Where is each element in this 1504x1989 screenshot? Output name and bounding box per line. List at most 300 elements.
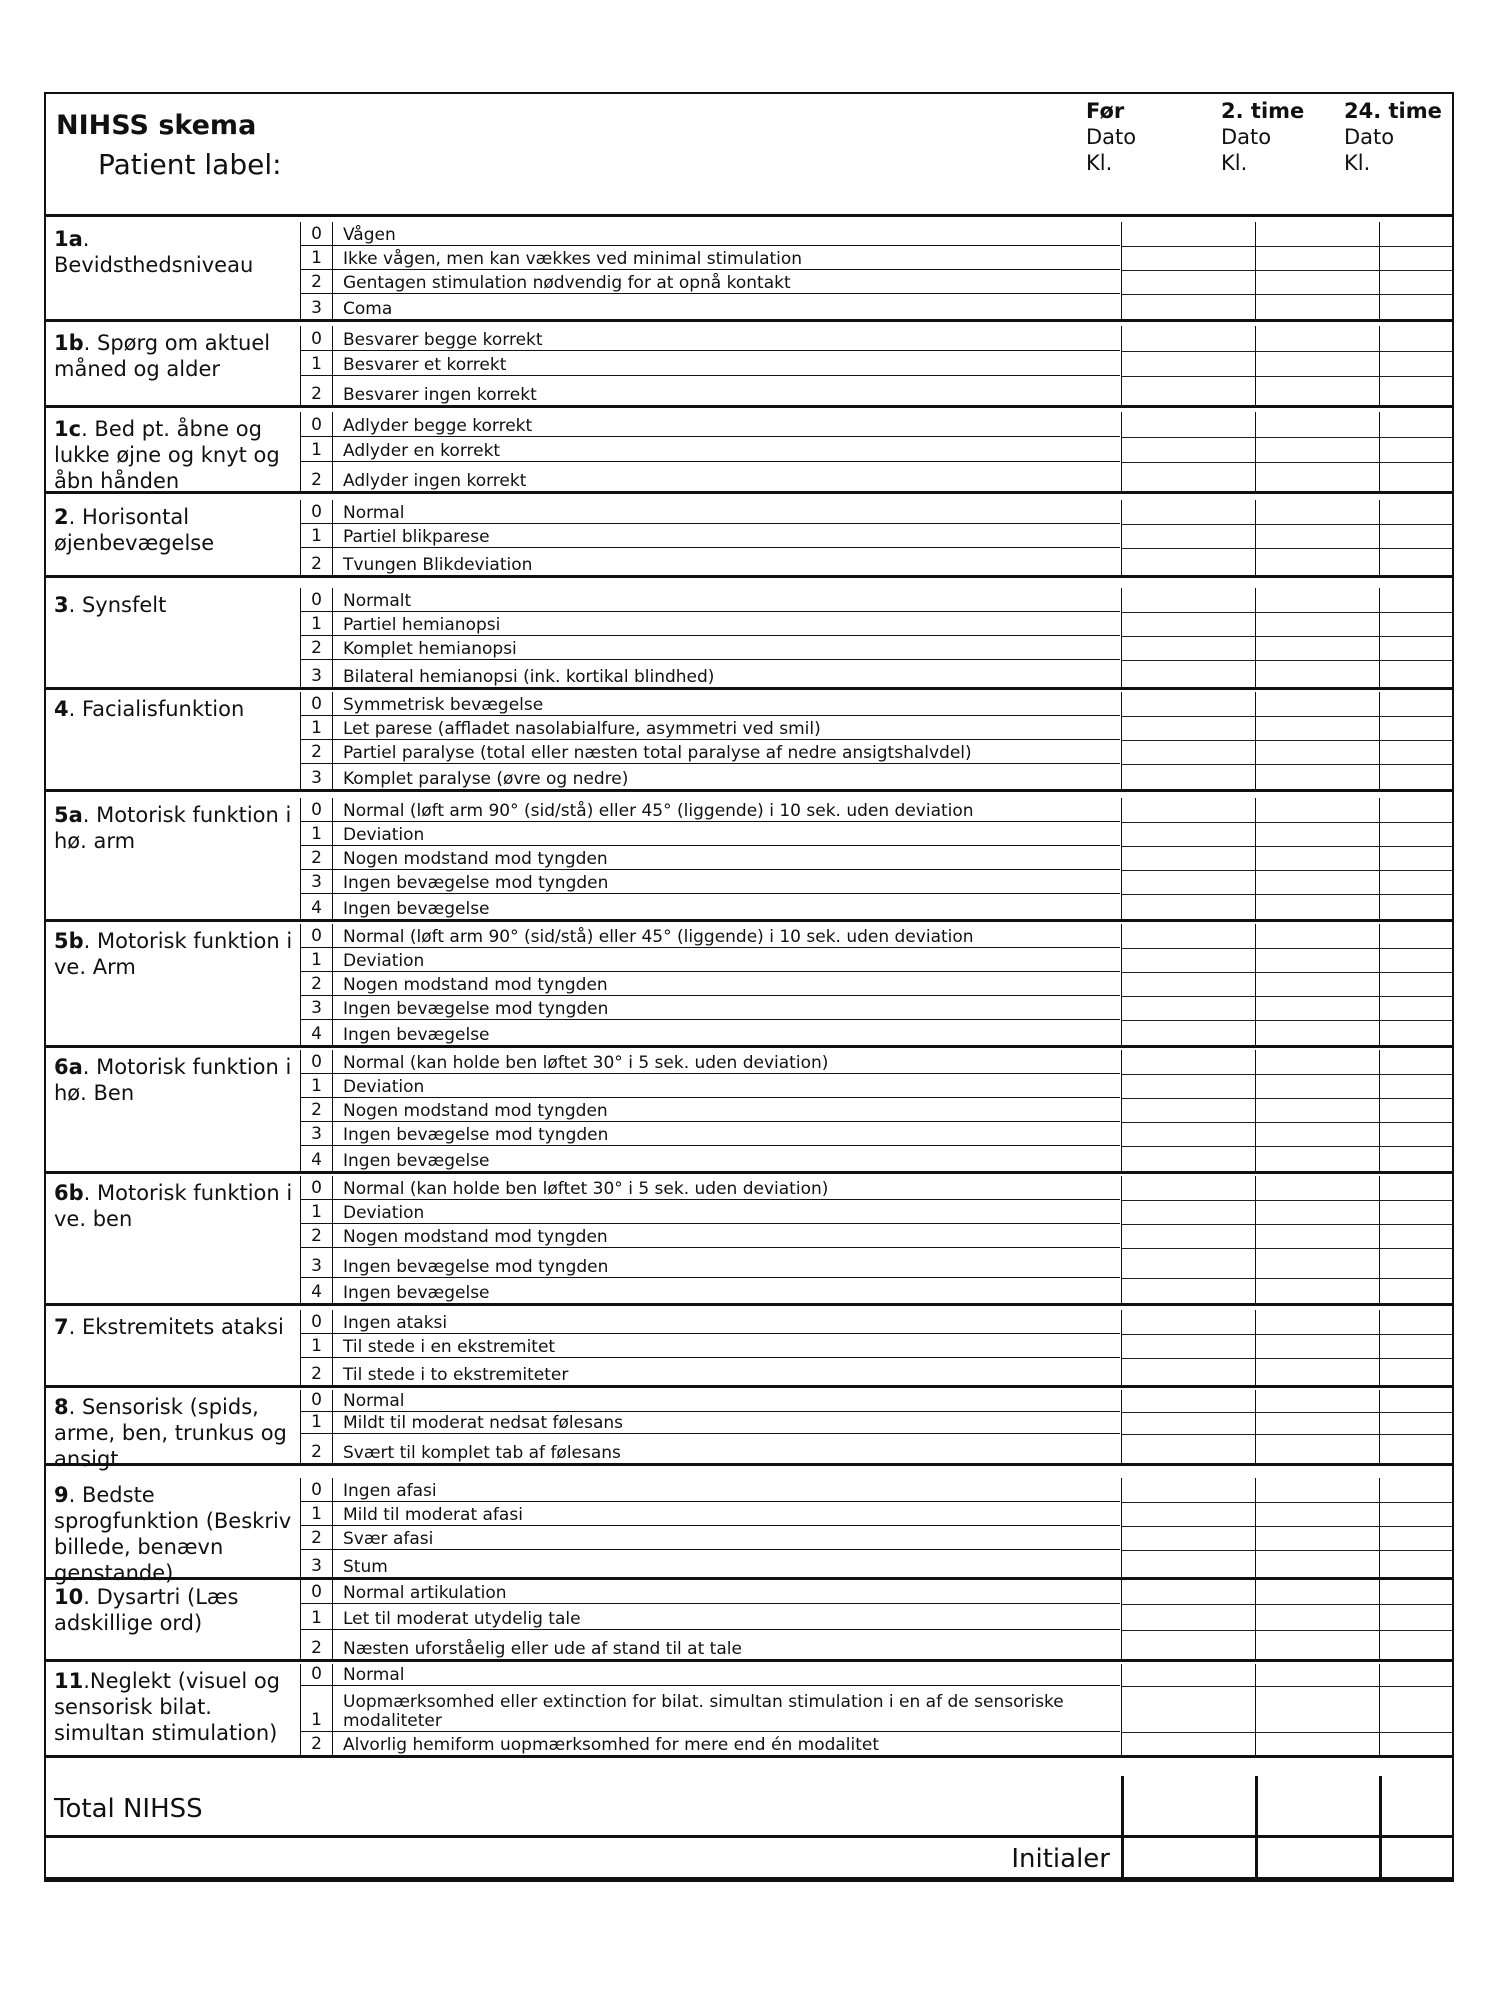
option-text: Nogen modstand mod tyngden — [343, 975, 608, 995]
patient-label: Patient label: — [98, 148, 282, 181]
nihss-form — [44, 92, 1454, 1882]
cell-divider — [1256, 437, 1379, 438]
option-row — [301, 1664, 1120, 1686]
item-label-text: . Motorisk funktion i ve. ben — [54, 1181, 293, 1231]
option-text: Besvarer ingen korrekt — [343, 385, 537, 405]
score-entry-cell[interactable] — [1255, 1664, 1379, 1755]
cell-divider — [1122, 524, 1255, 525]
cell-divider — [1122, 548, 1255, 549]
item-number: 6a — [54, 1055, 83, 1079]
cell-divider — [1380, 1434, 1452, 1435]
item-row — [46, 222, 1452, 322]
score-entry-cell[interactable] — [1121, 1176, 1255, 1303]
item-label-text: . Facialisfunktion — [68, 697, 245, 721]
score-entry-cell[interactable] — [1379, 1478, 1452, 1577]
cell-divider — [1122, 1224, 1255, 1225]
cell-divider — [1256, 740, 1379, 741]
item-label — [54, 226, 294, 278]
score-entry-cell[interactable] — [1379, 412, 1452, 491]
cell-divider — [1122, 462, 1255, 463]
cell-divider — [1122, 246, 1255, 247]
option-row — [301, 500, 1120, 524]
option-text: Normal (løft arm 90° (sid/stå) eller 45° (liggende) i 10 sek. uden deviation — [343, 801, 974, 821]
option-row — [301, 1630, 1120, 1659]
option-score: 0 — [301, 588, 333, 611]
option-text: Ikke vågen, men kan vækkes ved minimal stimulation — [343, 249, 803, 269]
item-label — [54, 1394, 294, 1472]
cell-divider — [1256, 1334, 1379, 1335]
option-text: Til stede i en ekstremitet — [343, 1337, 556, 1357]
option-text: Alvorlig hemiform uopmærksomhed for mere end én modalitet — [343, 1735, 880, 1755]
item-row — [46, 692, 1452, 792]
column-time-label: Kl. — [1086, 151, 1113, 175]
score-entry-cell[interactable] — [1121, 222, 1255, 319]
option-text: Deviation — [343, 1077, 425, 1097]
item-number: 9 — [54, 1483, 69, 1507]
item-row — [46, 1390, 1452, 1471]
option-text: Partiel blikparese — [343, 527, 490, 547]
score-entry-cell[interactable] — [1121, 1310, 1255, 1385]
item-number: 3 — [54, 593, 69, 617]
option-text: Normal — [343, 1665, 405, 1685]
score-entry-cell[interactable] — [1379, 588, 1452, 687]
total-nihss-cell[interactable] — [1255, 1776, 1379, 1835]
option-text: Svært til komplet tab af følesans — [343, 1443, 621, 1463]
score-entry-cell[interactable] — [1255, 692, 1379, 789]
option-row — [301, 1580, 1120, 1604]
option-text: Normalt — [343, 591, 412, 611]
option-text: Normal (løft arm 90° (sid/stå) eller 45° (liggende) i 10 sek. uden deviation — [343, 927, 974, 947]
item-label — [54, 592, 294, 618]
score-entry-cell[interactable] — [1121, 1390, 1255, 1463]
item-number: 4 — [54, 697, 69, 721]
cell-divider — [1122, 1248, 1255, 1249]
option-text: Besvarer et korrekt — [343, 355, 507, 375]
option-row — [301, 716, 1120, 740]
item-label-text: . Sensorisk (spids, arme, ben, trunkus og ansigt — [54, 1395, 287, 1471]
option-score: 2 — [301, 1224, 333, 1247]
score-entry-cell[interactable] — [1121, 1664, 1255, 1755]
option-score: 2 — [301, 972, 333, 995]
option-list — [300, 798, 1120, 919]
option-score: 1 — [301, 1200, 333, 1223]
cell-divider — [1256, 1630, 1379, 1631]
cell-divider — [1380, 462, 1452, 463]
item-label — [54, 1054, 294, 1106]
cell-divider — [1380, 740, 1452, 741]
option-list — [300, 500, 1120, 575]
option-row — [301, 1098, 1120, 1122]
option-row — [301, 588, 1120, 612]
option-row — [301, 764, 1120, 789]
option-score: 0 — [301, 1580, 333, 1603]
cell-divider — [1256, 1686, 1379, 1687]
cell-divider — [1380, 1604, 1452, 1605]
cell-divider — [1122, 1502, 1255, 1503]
cell-divider — [1256, 294, 1379, 295]
cell-divider — [1380, 1412, 1452, 1413]
option-row — [301, 924, 1120, 948]
cell-divider — [1122, 1550, 1255, 1551]
option-row — [301, 548, 1120, 575]
cell-divider — [1380, 1122, 1452, 1123]
score-entry-cell[interactable] — [1379, 1390, 1452, 1463]
item-label-text: .Neglekt (visuel og sensorisk bilat. simultan stimulation) — [54, 1669, 281, 1745]
cell-divider — [1380, 437, 1452, 438]
cell-divider — [1380, 1686, 1452, 1687]
score-entry-cell[interactable] — [1379, 222, 1452, 319]
score-entry-cell[interactable] — [1121, 326, 1255, 405]
cell-divider — [1122, 1434, 1255, 1435]
item-row — [46, 924, 1452, 1048]
item-row — [46, 1664, 1452, 1758]
score-entry-cell[interactable] — [1379, 1310, 1452, 1385]
option-score: 1 — [301, 1502, 333, 1525]
option-row — [301, 1224, 1120, 1248]
cell-divider — [1122, 1122, 1255, 1123]
item-label-text: . Horisontal øjenbevægelse — [54, 505, 215, 555]
option-score: 0 — [301, 1176, 333, 1199]
score-entry-cell[interactable] — [1379, 1664, 1452, 1755]
option-list — [300, 692, 1120, 789]
score-entry-cell[interactable] — [1255, 1310, 1379, 1385]
option-score: 1 — [301, 948, 333, 971]
cell-divider — [1256, 270, 1379, 271]
total-nihss-cell[interactable] — [1121, 1776, 1255, 1835]
score-entry-cell[interactable] — [1121, 1478, 1255, 1577]
cell-divider — [1256, 1526, 1379, 1527]
item-label — [54, 1314, 294, 1340]
cell-divider — [1256, 376, 1379, 377]
option-text: Partiel paralyse (total eller næsten total paralyse af nedre ansigtshalvdel) — [343, 743, 972, 763]
option-text: Normal — [343, 503, 405, 523]
cell-divider — [1380, 612, 1452, 613]
item-number: 5b — [54, 929, 84, 953]
option-score: 2 — [301, 376, 333, 405]
option-text: Normal artikulation — [343, 1583, 507, 1603]
option-score: 0 — [301, 500, 333, 523]
initials-cell[interactable] — [1121, 1838, 1255, 1877]
cell-divider — [1122, 612, 1255, 613]
item-label — [54, 696, 294, 722]
option-text: Adlyder ingen korrekt — [343, 471, 527, 491]
score-entry-cell[interactable] — [1255, 1478, 1379, 1577]
score-entry-cell[interactable] — [1255, 222, 1379, 319]
initials-cell[interactable] — [1379, 1838, 1452, 1877]
option-list — [300, 412, 1120, 491]
option-list — [300, 326, 1120, 405]
cell-divider — [1256, 716, 1379, 717]
option-row — [301, 351, 1120, 376]
cell-divider — [1122, 351, 1255, 352]
option-text: Ingen bevægelse — [343, 1283, 490, 1303]
option-score: 0 — [301, 326, 333, 350]
option-row — [301, 1412, 1120, 1434]
option-row — [301, 1334, 1120, 1358]
option-score: 4 — [301, 1020, 333, 1045]
cell-divider — [1122, 716, 1255, 717]
item-label — [54, 1180, 294, 1232]
score-entry-cell[interactable] — [1379, 326, 1452, 405]
score-entry-cell[interactable] — [1379, 798, 1452, 919]
option-text: Deviation — [343, 1203, 425, 1223]
option-text: Mild til moderat afasi — [343, 1505, 523, 1525]
option-text: Ingen bevægelse mod tyngden — [343, 1257, 609, 1277]
cell-divider — [1256, 1434, 1379, 1435]
cell-divider — [1122, 764, 1255, 765]
option-row — [301, 270, 1120, 294]
score-entry-cell[interactable] — [1379, 1050, 1452, 1171]
cell-divider — [1256, 1502, 1379, 1503]
option-row — [301, 1732, 1120, 1755]
option-row — [301, 740, 1120, 764]
cell-divider — [1380, 1200, 1452, 1201]
cell-divider — [1256, 1732, 1379, 1733]
score-entry-cell[interactable] — [1121, 692, 1255, 789]
column-header-24h — [1344, 98, 1442, 176]
cell-divider — [1122, 1630, 1255, 1631]
option-score: 3 — [301, 1550, 333, 1577]
score-entry-cell[interactable] — [1379, 1176, 1452, 1303]
cell-divider — [1256, 548, 1379, 549]
cell-divider — [1122, 1604, 1255, 1605]
cell-divider — [1256, 996, 1379, 997]
option-score: 1 — [301, 1604, 333, 1629]
option-row — [301, 636, 1120, 660]
cell-divider — [1256, 612, 1379, 613]
option-row — [301, 948, 1120, 972]
cell-divider — [1380, 948, 1452, 949]
option-score: 1 — [301, 612, 333, 635]
option-row — [301, 1478, 1120, 1502]
option-text: Mildt til moderat nedsat følesans — [343, 1413, 624, 1433]
column-date-label: Dato — [1344, 125, 1395, 149]
cell-divider — [1256, 1200, 1379, 1201]
cell-divider — [1380, 270, 1452, 271]
item-row — [46, 1580, 1452, 1662]
score-entry-cell[interactable] — [1121, 588, 1255, 687]
option-text: Adlyder en korrekt — [343, 441, 501, 461]
item-row — [46, 1310, 1452, 1388]
score-entry-cell[interactable] — [1121, 412, 1255, 491]
option-row — [301, 412, 1120, 437]
cell-divider — [1256, 351, 1379, 352]
option-score: 1 — [301, 437, 333, 461]
score-entry-cell[interactable] — [1255, 500, 1379, 575]
cell-divider — [1380, 1732, 1452, 1733]
option-score: 1 — [301, 1334, 333, 1357]
option-score: 1 — [301, 1074, 333, 1097]
score-entry-cell[interactable] — [1255, 326, 1379, 405]
score-entry-cell[interactable] — [1255, 798, 1379, 919]
option-score: 0 — [301, 798, 333, 821]
option-score: 0 — [301, 412, 333, 436]
score-entry-cell[interactable] — [1255, 1176, 1379, 1303]
option-row — [301, 1502, 1120, 1526]
cell-divider — [1380, 1278, 1452, 1279]
option-score: 2 — [301, 846, 333, 869]
option-score: 2 — [301, 1098, 333, 1121]
cell-divider — [1256, 972, 1379, 973]
cell-divider — [1256, 1146, 1379, 1147]
cell-divider — [1256, 1550, 1379, 1551]
cell-divider — [1256, 1122, 1379, 1123]
score-entry-cell[interactable] — [1121, 1050, 1255, 1171]
item-label — [54, 928, 294, 980]
cell-divider — [1122, 1074, 1255, 1075]
option-score: 3 — [301, 1248, 333, 1277]
option-list — [300, 1310, 1120, 1385]
option-score: 1 — [301, 716, 333, 739]
item-label-text: . Synsfelt — [68, 593, 167, 617]
cell-divider — [1380, 1334, 1452, 1335]
option-text: Gentagen stimulation nødvendig for at opnå kontakt — [343, 273, 791, 293]
score-entry-cell[interactable] — [1121, 798, 1255, 919]
initials-label: Initialer — [1011, 1844, 1110, 1874]
score-entry-cell[interactable] — [1121, 924, 1255, 1045]
item-label-text: . Bevidsthedsniveau — [54, 227, 254, 277]
item-row — [46, 326, 1452, 408]
total-nihss-cell[interactable] — [1379, 1776, 1452, 1835]
total-nihss-label: Total NIHSS — [54, 1794, 203, 1824]
cell-divider — [1380, 1358, 1452, 1359]
cell-divider — [1122, 822, 1255, 823]
option-text: Nogen modstand mod tyngden — [343, 1101, 608, 1121]
option-score: 3 — [301, 294, 333, 319]
cell-divider — [1122, 1020, 1255, 1021]
option-score: 0 — [301, 1390, 333, 1411]
option-text: Partiel hemianopsi — [343, 615, 501, 635]
option-row — [301, 1020, 1120, 1045]
option-text: Besvarer begge korrekt — [343, 330, 543, 350]
option-score: 0 — [301, 1050, 333, 1073]
option-row — [301, 822, 1120, 846]
item-number: 2 — [54, 505, 69, 529]
score-entry-cell[interactable] — [1255, 1580, 1379, 1659]
option-row — [301, 1604, 1120, 1630]
column-time-label: Kl. — [1221, 151, 1248, 175]
cell-divider — [1122, 1334, 1255, 1335]
option-text: Komplet paralyse (øvre og nedre) — [343, 769, 629, 789]
column-header-2h — [1221, 98, 1304, 176]
option-score: 1 — [301, 524, 333, 547]
cell-divider — [1122, 1686, 1255, 1687]
cell-divider — [1122, 870, 1255, 871]
cell-divider — [1256, 1278, 1379, 1279]
score-entry-cell[interactable] — [1379, 1580, 1452, 1659]
item-number: 7 — [54, 1315, 69, 1339]
cell-divider — [1122, 270, 1255, 271]
option-row — [301, 1434, 1120, 1463]
cell-divider — [1380, 972, 1452, 973]
cell-divider — [1380, 1020, 1452, 1021]
item-label-text: . Motorisk funktion i hø. arm — [54, 803, 292, 853]
column-title: 24. time — [1344, 99, 1442, 123]
option-score: 4 — [301, 1146, 333, 1171]
option-score: 2 — [301, 1732, 333, 1755]
cell-divider — [1380, 1146, 1452, 1147]
item-label-text: . Bed pt. åbne og lukke øjne og knyt og åbn hånden — [54, 417, 280, 493]
option-score: 2 — [301, 462, 333, 491]
item-label-text: . Motorisk funktion i ve. Arm — [54, 929, 293, 979]
score-entry-cell[interactable] — [1379, 924, 1452, 1045]
option-list — [300, 588, 1120, 687]
option-score: 2 — [301, 1630, 333, 1659]
cell-divider — [1380, 846, 1452, 847]
option-row — [301, 1176, 1120, 1200]
cell-divider — [1256, 948, 1379, 949]
cell-divider — [1256, 1412, 1379, 1413]
option-row — [301, 1390, 1120, 1412]
option-row — [301, 692, 1120, 716]
item-number: 1c — [54, 417, 82, 441]
cell-divider — [1380, 716, 1452, 717]
option-score: 2 — [301, 740, 333, 763]
option-score: 2 — [301, 1434, 333, 1463]
score-entry-cell[interactable] — [1255, 1050, 1379, 1171]
option-text: Svær afasi — [343, 1529, 434, 1549]
score-entry-cell[interactable] — [1379, 692, 1452, 789]
item-row — [46, 412, 1452, 494]
option-text: Ingen bevægelse mod tyngden — [343, 999, 609, 1019]
column-date-label: Dato — [1086, 125, 1137, 149]
option-row — [301, 846, 1120, 870]
cell-divider — [1122, 972, 1255, 973]
option-row — [301, 894, 1120, 919]
option-row — [301, 660, 1120, 687]
option-row — [301, 222, 1120, 246]
cell-divider — [1380, 1502, 1452, 1503]
option-text: Bilateral hemianopsi (ink. kortikal blindhed) — [343, 667, 715, 687]
option-score: 4 — [301, 1278, 333, 1303]
cell-divider — [1380, 764, 1452, 765]
option-row — [301, 612, 1120, 636]
cell-divider — [1380, 660, 1452, 661]
item-number: 5a — [54, 803, 83, 827]
item-label — [54, 416, 294, 494]
score-entry-cell[interactable] — [1121, 1580, 1255, 1659]
cell-divider — [1122, 948, 1255, 949]
cell-divider — [1380, 636, 1452, 637]
cell-divider — [1380, 1224, 1452, 1225]
score-entry-cell[interactable] — [1255, 412, 1379, 491]
cell-divider — [1122, 894, 1255, 895]
option-score: 0 — [301, 1478, 333, 1501]
option-text: Let parese (affladet nasolabialfure, asymmetri ved smil) — [343, 719, 821, 739]
item-label-text: . Ekstremitets ataksi — [68, 1315, 284, 1339]
option-row — [301, 294, 1120, 319]
option-row — [301, 326, 1120, 351]
score-entry-cell[interactable] — [1255, 1390, 1379, 1463]
option-text: Ingen bevægelse mod tyngden — [343, 873, 609, 893]
option-text: Normal (kan holde ben løftet 30° i 5 sek. uden deviation) — [343, 1053, 829, 1073]
option-score: 2 — [301, 636, 333, 659]
score-entry-cell[interactable] — [1255, 588, 1379, 687]
option-score: 3 — [301, 870, 333, 893]
item-number: 1a — [54, 227, 83, 251]
cell-divider — [1256, 462, 1379, 463]
score-entry-cell[interactable] — [1121, 500, 1255, 575]
score-entry-cell[interactable] — [1255, 924, 1379, 1045]
cell-divider — [1256, 1074, 1379, 1075]
item-label-text: . Motorisk funktion i hø. Ben — [54, 1055, 292, 1105]
item-row — [46, 1176, 1452, 1306]
option-row — [301, 376, 1120, 405]
option-row — [301, 437, 1120, 462]
score-entry-cell[interactable] — [1379, 500, 1452, 575]
initials-cell[interactable] — [1255, 1838, 1379, 1877]
item-row — [46, 1050, 1452, 1174]
